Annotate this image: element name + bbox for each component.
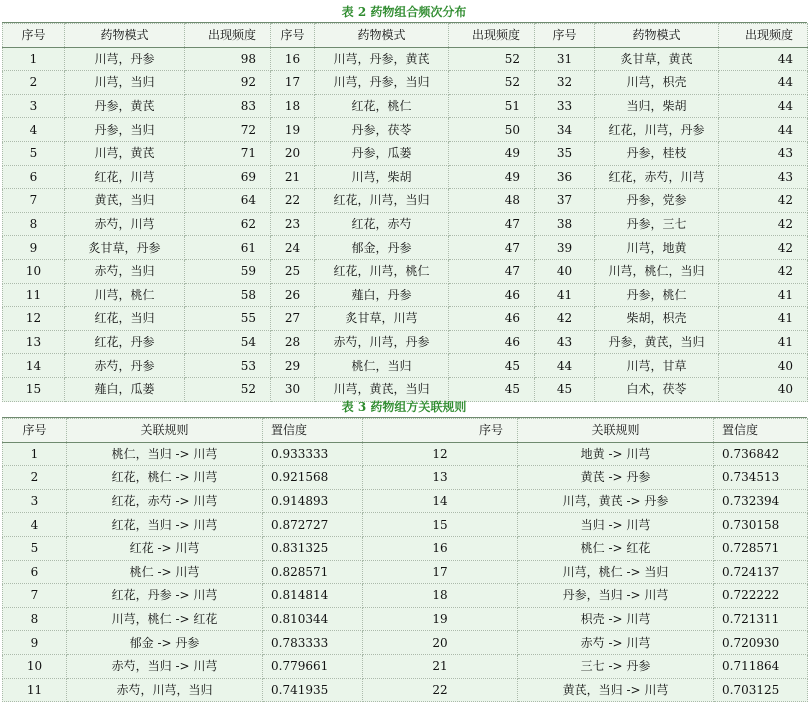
index-cell: 20 <box>363 631 518 655</box>
index-cell: 9 <box>3 236 65 260</box>
index-cell: 40 <box>535 259 595 283</box>
index-cell: 41 <box>535 283 595 307</box>
index-cell: 3 <box>3 489 67 513</box>
confidence-cell: 0.914893 <box>263 489 363 513</box>
frequency-cell: 52 <box>449 47 535 71</box>
frequency-cell: 47 <box>449 236 535 260</box>
frequency-cell: 42 <box>719 236 808 260</box>
confidence-cell: 0.721311 <box>714 607 808 631</box>
frequency-cell: 64 <box>185 189 271 213</box>
rule-cell: 丹参，当归 -> 川芎 <box>518 584 714 608</box>
rule-cell: 红花 -> 川芎 <box>67 536 263 560</box>
index-cell: 15 <box>363 513 518 537</box>
index-cell: 8 <box>3 212 65 236</box>
index-cell: 33 <box>535 94 595 118</box>
index-cell: 15 <box>3 377 65 401</box>
table3-header-cell: 序号 <box>3 419 67 443</box>
rule-cell: 川芎，黄芪 -> 丹参 <box>518 489 714 513</box>
rule-cell: 地黄 -> 川芎 <box>518 442 714 466</box>
table-row <box>3 236 808 260</box>
pattern-cell: 红花，川芎，丹参 <box>595 118 719 142</box>
rule-cell: 枳壳 -> 川芎 <box>518 607 714 631</box>
table3-header-cell: 关联规则 <box>67 419 263 443</box>
confidence-cell: 0.730158 <box>714 513 808 537</box>
index-cell: 6 <box>3 165 65 189</box>
rule-cell: 桃仁 -> 红花 <box>518 536 714 560</box>
pattern-cell: 赤芍，当归 <box>65 259 185 283</box>
pattern-cell: 红花，当归 <box>65 307 185 331</box>
rule-cell: 红花，丹参 -> 川芎 <box>67 584 263 608</box>
frequency-cell: 61 <box>185 236 271 260</box>
confidence-cell: 0.722222 <box>714 584 808 608</box>
table-row <box>3 47 808 71</box>
confidence-cell: 0.728571 <box>714 536 808 560</box>
index-cell: 13 <box>363 466 518 490</box>
confidence-cell: 0.783333 <box>263 631 363 655</box>
index-cell: 25 <box>271 259 315 283</box>
confidence-cell: 0.831325 <box>263 536 363 560</box>
pattern-cell: 川芎，桃仁，当归 <box>595 259 719 283</box>
rule-cell: 赤芍 -> 川芎 <box>518 631 714 655</box>
index-cell: 10 <box>3 654 67 678</box>
pattern-cell: 红花，川芎，桃仁 <box>315 259 449 283</box>
pattern-cell: 丹参，当归 <box>65 118 185 142</box>
table2-header-cell: 药物模式 <box>65 24 185 48</box>
index-cell: 23 <box>271 212 315 236</box>
frequency-cell: 47 <box>449 259 535 283</box>
table-row <box>3 71 808 95</box>
frequency-cell: 45 <box>449 377 535 401</box>
pattern-cell: 川芎，丹参，黄芪 <box>315 47 449 71</box>
index-cell: 12 <box>3 307 65 331</box>
confidence-cell: 0.828571 <box>263 560 363 584</box>
index-cell: 19 <box>271 118 315 142</box>
index-cell: 11 <box>3 283 65 307</box>
index-cell: 5 <box>3 536 67 560</box>
table2-header-cell: 序号 <box>271 24 315 48</box>
pattern-cell: 白术，茯苓 <box>595 377 719 401</box>
pattern-cell: 红花，川芎 <box>65 165 185 189</box>
pattern-cell: 川芎，柴胡 <box>315 165 449 189</box>
table3-body <box>3 442 808 702</box>
index-cell: 37 <box>535 189 595 213</box>
index-cell: 8 <box>3 607 67 631</box>
table2 <box>2 23 808 402</box>
index-cell: 10 <box>3 259 65 283</box>
confidence-cell: 0.933333 <box>263 442 363 466</box>
frequency-cell: 41 <box>719 307 808 331</box>
pattern-cell: 赤芍，川芎，丹参 <box>315 330 449 354</box>
index-cell: 22 <box>271 189 315 213</box>
frequency-cell: 42 <box>719 259 808 283</box>
index-cell: 36 <box>535 165 595 189</box>
frequency-cell: 50 <box>449 118 535 142</box>
table-row <box>3 94 808 118</box>
rule-cell: 黄芪 -> 丹参 <box>518 466 714 490</box>
frequency-cell: 55 <box>185 307 271 331</box>
index-cell: 39 <box>535 236 595 260</box>
table-row <box>3 354 808 378</box>
pattern-cell: 川芎，黄芪，当归 <box>315 377 449 401</box>
index-cell: 11 <box>3 678 67 702</box>
frequency-cell: 41 <box>719 283 808 307</box>
rule-cell: 郁金 -> 丹参 <box>67 631 263 655</box>
index-cell: 27 <box>271 307 315 331</box>
table-row <box>3 678 808 702</box>
rule-cell: 红花，桃仁 -> 川芎 <box>67 466 263 490</box>
pattern-cell: 丹参，党参 <box>595 189 719 213</box>
table-row <box>3 584 808 608</box>
pattern-cell: 川芎，黄芪 <box>65 141 185 165</box>
table-row <box>3 513 808 537</box>
index-cell: 4 <box>3 513 67 537</box>
table3-header-cell: 置信度 <box>714 419 808 443</box>
rule-cell: 红花，赤芍 -> 川芎 <box>67 489 263 513</box>
frequency-cell: 46 <box>449 330 535 354</box>
index-cell: 5 <box>3 141 65 165</box>
table-row <box>3 283 808 307</box>
frequency-cell: 44 <box>719 118 808 142</box>
pattern-cell: 丹参，黄芪，当归 <box>595 330 719 354</box>
frequency-cell: 49 <box>449 165 535 189</box>
frequency-cell: 41 <box>719 330 808 354</box>
rule-cell: 赤芍，当归 -> 川芎 <box>67 654 263 678</box>
frequency-cell: 54 <box>185 330 271 354</box>
index-cell: 32 <box>535 71 595 95</box>
table2-header-cell: 出现频度 <box>449 24 535 48</box>
pattern-cell: 当归，柴胡 <box>595 94 719 118</box>
table2-header-cell: 序号 <box>3 24 65 48</box>
frequency-cell: 46 <box>449 283 535 307</box>
table3-header-cell: 置信度 <box>263 419 363 443</box>
rule-cell: 赤芍，川芎，当归 <box>67 678 263 702</box>
pattern-cell: 丹参，瓜蒌 <box>315 141 449 165</box>
table2-caption: 表 2 药物组合频次分布 <box>341 5 467 19</box>
index-cell: 26 <box>271 283 315 307</box>
frequency-cell: 43 <box>719 141 808 165</box>
index-cell: 16 <box>363 536 518 560</box>
index-cell: 22 <box>363 678 518 702</box>
rule-cell: 川芎，桃仁 -> 红花 <box>67 607 263 631</box>
table-row <box>3 631 808 655</box>
rule-cell: 桃仁，当归 -> 川芎 <box>67 442 263 466</box>
frequency-cell: 58 <box>185 283 271 307</box>
index-cell: 18 <box>271 94 315 118</box>
pattern-cell: 赤芍，川芎 <box>65 212 185 236</box>
table-row <box>3 607 808 631</box>
table-row <box>3 165 808 189</box>
pattern-cell: 川芎，甘草 <box>595 354 719 378</box>
index-cell: 9 <box>3 631 67 655</box>
index-cell: 7 <box>3 189 65 213</box>
frequency-cell: 98 <box>185 47 271 71</box>
rule-cell: 川芎，桃仁 -> 当归 <box>518 560 714 584</box>
frequency-cell: 52 <box>185 377 271 401</box>
table-row <box>3 212 808 236</box>
table-row <box>3 189 808 213</box>
confidence-cell: 0.872727 <box>263 513 363 537</box>
frequency-cell: 44 <box>719 47 808 71</box>
confidence-cell: 0.720930 <box>714 631 808 655</box>
index-cell: 16 <box>271 47 315 71</box>
index-cell: 21 <box>271 165 315 189</box>
index-cell: 14 <box>3 354 65 378</box>
table2-header-cell: 药物模式 <box>595 24 719 48</box>
index-cell: 38 <box>535 212 595 236</box>
frequency-cell: 83 <box>185 94 271 118</box>
index-cell: 30 <box>271 377 315 401</box>
table-row <box>3 654 808 678</box>
table3-header-row <box>3 419 808 443</box>
table-row <box>3 489 808 513</box>
pattern-cell: 川芎，枳壳 <box>595 71 719 95</box>
table3-caption: 表 3 药物组方关联规则 <box>341 400 467 414</box>
pattern-cell: 红花，川芎，当归 <box>315 189 449 213</box>
index-cell: 4 <box>3 118 65 142</box>
index-cell: 2 <box>3 466 67 490</box>
index-cell: 1 <box>3 47 65 71</box>
frequency-cell: 42 <box>719 212 808 236</box>
pattern-cell: 炙甘草，丹参 <box>65 236 185 260</box>
frequency-cell: 92 <box>185 71 271 95</box>
index-cell: 24 <box>271 236 315 260</box>
frequency-cell: 44 <box>719 71 808 95</box>
table2-header-cell: 药物模式 <box>315 24 449 48</box>
table2-header-cell: 序号 <box>535 24 595 48</box>
pattern-cell: 丹参，桃仁 <box>595 283 719 307</box>
index-cell: 45 <box>535 377 595 401</box>
confidence-cell: 0.734513 <box>714 466 808 490</box>
frequency-cell: 62 <box>185 212 271 236</box>
pattern-cell: 川芎，丹参，当归 <box>315 71 449 95</box>
table-row <box>3 118 808 142</box>
index-cell: 12 <box>363 442 518 466</box>
table-row <box>3 442 808 466</box>
confidence-cell: 0.921568 <box>263 466 363 490</box>
pattern-cell: 川芎，丹参 <box>65 47 185 71</box>
pattern-cell: 薤白，丹参 <box>315 283 449 307</box>
index-cell: 29 <box>271 354 315 378</box>
table-row <box>3 536 808 560</box>
table2-header-cell: 出现频度 <box>185 24 271 48</box>
frequency-cell: 43 <box>719 165 808 189</box>
pattern-cell: 炙甘草，川芎 <box>315 307 449 331</box>
frequency-cell: 42 <box>719 189 808 213</box>
frequency-cell: 47 <box>449 212 535 236</box>
table-row <box>3 141 808 165</box>
rule-cell: 当归 -> 川芎 <box>518 513 714 537</box>
frequency-cell: 52 <box>449 71 535 95</box>
table2-header-row <box>3 24 808 48</box>
pattern-cell: 川芎，桃仁 <box>65 283 185 307</box>
index-cell: 7 <box>3 584 67 608</box>
index-cell: 43 <box>535 330 595 354</box>
table-row <box>3 259 808 283</box>
pattern-cell: 红花，丹参 <box>65 330 185 354</box>
table-row <box>3 307 808 331</box>
index-cell: 44 <box>535 354 595 378</box>
frequency-cell: 40 <box>719 354 808 378</box>
index-cell: 42 <box>535 307 595 331</box>
table2-body <box>3 47 808 401</box>
pattern-cell: 炙甘草，黄芪 <box>595 47 719 71</box>
table-row <box>3 330 808 354</box>
pattern-cell: 丹参，三七 <box>595 212 719 236</box>
pattern-cell: 柴胡，枳壳 <box>595 307 719 331</box>
index-cell: 2 <box>3 71 65 95</box>
confidence-cell: 0.736842 <box>714 442 808 466</box>
confidence-cell: 0.779661 <box>263 654 363 678</box>
frequency-cell: 49 <box>449 141 535 165</box>
index-cell: 18 <box>363 584 518 608</box>
pattern-cell: 郁金，丹参 <box>315 236 449 260</box>
index-cell: 31 <box>535 47 595 71</box>
index-cell: 3 <box>3 94 65 118</box>
confidence-cell: 0.810344 <box>263 607 363 631</box>
index-cell: 17 <box>363 560 518 584</box>
rule-cell: 黄芪，当归 -> 川芎 <box>518 678 714 702</box>
frequency-cell: 59 <box>185 259 271 283</box>
pattern-cell: 赤芍，丹参 <box>65 354 185 378</box>
table2-header-cell: 出现频度 <box>719 24 808 48</box>
index-cell: 35 <box>535 141 595 165</box>
confidence-cell: 0.724137 <box>714 560 808 584</box>
index-cell: 34 <box>535 118 595 142</box>
index-cell: 1 <box>3 442 67 466</box>
confidence-cell: 0.711864 <box>714 654 808 678</box>
pattern-cell: 川芎，当归 <box>65 71 185 95</box>
index-cell: 28 <box>271 330 315 354</box>
pattern-cell: 丹参，桂枝 <box>595 141 719 165</box>
frequency-cell: 44 <box>719 94 808 118</box>
frequency-cell: 51 <box>449 94 535 118</box>
rule-cell: 三七 -> 丹参 <box>518 654 714 678</box>
index-cell: 17 <box>271 71 315 95</box>
table-row <box>3 466 808 490</box>
index-cell: 14 <box>363 489 518 513</box>
frequency-cell: 46 <box>449 307 535 331</box>
table3-header-cell: 关联规则 <box>518 419 714 443</box>
frequency-cell: 40 <box>719 377 808 401</box>
confidence-cell: 0.703125 <box>714 678 808 702</box>
pattern-cell: 丹参，黄芪 <box>65 94 185 118</box>
index-cell: 6 <box>3 560 67 584</box>
pattern-cell: 黄芪，当归 <box>65 189 185 213</box>
pattern-cell: 红花，赤芍 <box>315 212 449 236</box>
index-cell: 19 <box>363 607 518 631</box>
pattern-cell: 桃仁，当归 <box>315 354 449 378</box>
frequency-cell: 53 <box>185 354 271 378</box>
frequency-cell: 71 <box>185 141 271 165</box>
pattern-cell: 红花，桃仁 <box>315 94 449 118</box>
rule-cell: 桃仁 -> 川芎 <box>67 560 263 584</box>
confidence-cell: 0.741935 <box>263 678 363 702</box>
index-cell: 20 <box>271 141 315 165</box>
rule-cell: 红花，当归 -> 川芎 <box>67 513 263 537</box>
frequency-cell: 45 <box>449 354 535 378</box>
index-cell: 13 <box>3 330 65 354</box>
table3-header-cell: 序号 <box>363 419 518 443</box>
frequency-cell: 69 <box>185 165 271 189</box>
confidence-cell: 0.814814 <box>263 584 363 608</box>
pattern-cell: 丹参，茯苓 <box>315 118 449 142</box>
confidence-cell: 0.732394 <box>714 489 808 513</box>
frequency-cell: 48 <box>449 189 535 213</box>
table-row <box>3 560 808 584</box>
pattern-cell: 薤白，瓜蒌 <box>65 377 185 401</box>
table3 <box>2 418 808 702</box>
pattern-cell: 川芎，地黄 <box>595 236 719 260</box>
index-cell: 21 <box>363 654 518 678</box>
frequency-cell: 72 <box>185 118 271 142</box>
pattern-cell: 红花，赤芍，川芎 <box>595 165 719 189</box>
